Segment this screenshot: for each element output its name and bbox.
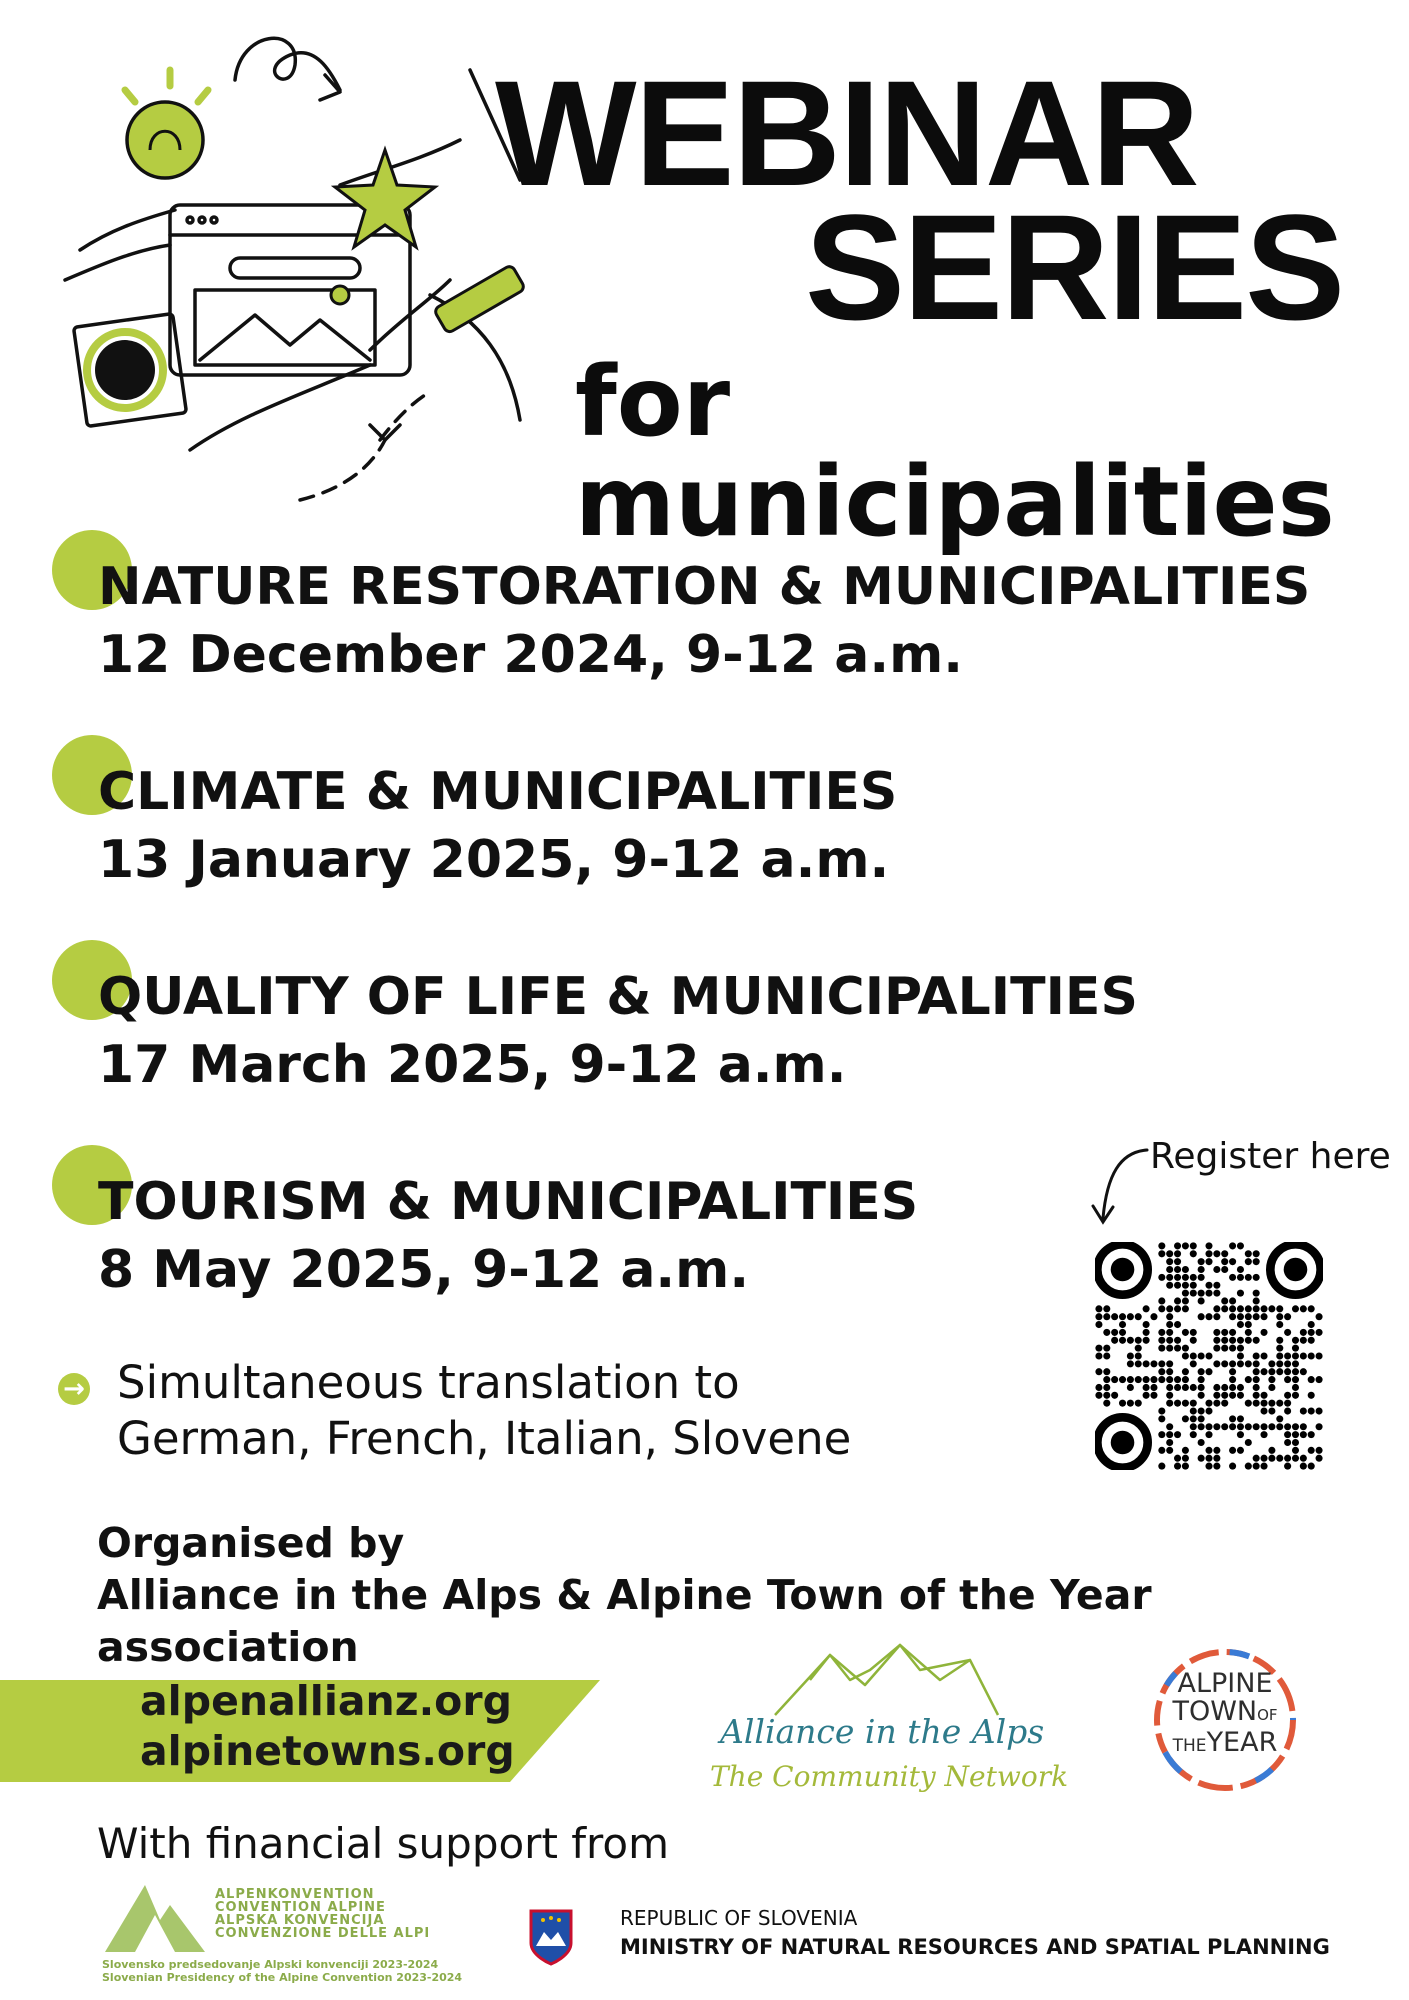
event-date: 12 December 2024, 9-12 a.m.	[98, 625, 964, 685]
alpine-town-line1: ALPINE	[1177, 1668, 1273, 1699]
translation-note	[117, 1355, 851, 1467]
support-label: With financial support from	[97, 1819, 670, 1868]
event-item	[52, 530, 1352, 690]
translation-line-1: Simultaneous translation to	[117, 1356, 740, 1409]
slovenia-ministry: MINISTRY OF NATURAL RESOURCES AND SPATIAL PLANNING	[620, 1935, 1330, 1959]
subtitle: for municipalities	[575, 346, 1335, 558]
alliance-tagline: The Community Network	[710, 1760, 1069, 1793]
alpine-convention-presidency: Slovensko predsedovanje Alpski konvenciji 2023-2024 Slovenian Presidency of the Alpine Convention 2023-2024	[102, 1958, 463, 1984]
alpine-town-line2: TOWNOF	[1172, 1696, 1278, 1727]
mountains-logo-icon	[770, 1640, 1000, 1720]
curved-arrow-icon	[1085, 1140, 1155, 1235]
event-title: NATURE RESTORATION & MUNICIPALITIES	[98, 557, 1311, 617]
title-webinar: WEBINAR	[495, 49, 1198, 217]
alpine-town-logo-text	[1150, 1670, 1300, 1760]
alpine-convention-logo-icon	[100, 1880, 210, 1955]
organiser-names: Alliance in the Alps & Alpine Town of the Year association	[97, 1571, 1152, 1671]
register-qr-code[interactable]	[1095, 1242, 1323, 1470]
event-date: 17 March 2025, 9-12 a.m.	[98, 1035, 847, 1095]
links	[140, 1676, 515, 1776]
link-alpenallianz[interactable]: alpenallianz.org	[140, 1677, 512, 1725]
register-label: Register here	[1150, 1136, 1391, 1177]
event-title: QUALITY OF LIFE & MUNICIPALITIES	[98, 967, 1138, 1027]
link-alpinetowns[interactable]: alpinetowns.org	[140, 1727, 515, 1775]
alpine-town-line3: THEYEAR	[1172, 1727, 1278, 1758]
organiser-label: Organised by	[97, 1519, 405, 1567]
event-date: 8 May 2025, 9-12 a.m.	[98, 1240, 750, 1300]
translation-line-2: German, French, Italian, Slovene	[117, 1412, 852, 1465]
event-item	[52, 735, 1352, 895]
event-item	[52, 940, 1352, 1100]
alpine-convention-names: ALPENKONVENTION CONVENTION ALPINE ALPSKA KONVENCIJA CONVENZIONE DELLE ALPI	[215, 1887, 431, 1941]
webinar-illustration	[40, 20, 560, 530]
alliance-name: Alliance in the Alps	[720, 1712, 1045, 1751]
arrow-right-icon: →	[58, 1373, 90, 1405]
event-title: TOURISM & MUNICIPALITIES	[98, 1172, 919, 1232]
event-title: CLIMATE & MUNICIPALITIES	[98, 762, 898, 822]
slovenia-crest-icon	[528, 1908, 574, 1966]
title-series: SERIES	[805, 183, 1344, 351]
event-date: 13 January 2025, 9-12 a.m.	[98, 830, 890, 890]
slovenia-republic: REPUBLIC OF SLOVENIA	[620, 1906, 858, 1930]
